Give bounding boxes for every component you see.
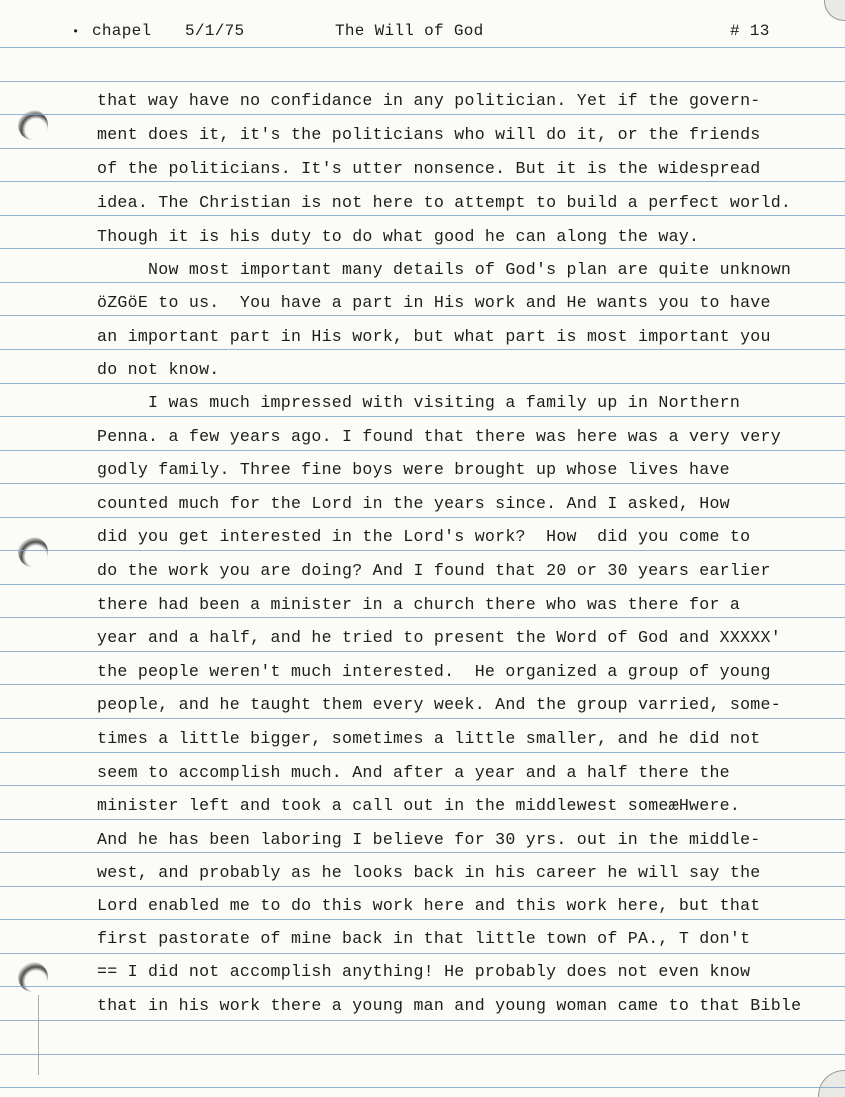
ruled-line: [0, 282, 845, 283]
ruled-line: [0, 886, 845, 887]
ruled-line: [0, 383, 845, 384]
header-title: The Will of God: [335, 22, 484, 40]
page-corner-bottom-right: [818, 1070, 845, 1097]
text-line: did you get interested in the Lord's work? How did you come to: [97, 527, 751, 546]
text-line: that way have no confidance in any politician. Yet if the govern-: [97, 91, 761, 110]
text-line: the people weren't much interested. He organized a group of young: [97, 662, 771, 681]
text-line: Though it is his duty to do what good he can along the way.: [97, 227, 700, 246]
text-line: of the politicians. It's utter nonsence. But it is the widespread: [97, 159, 761, 178]
text-line: And he has been laboring I believe for 30 yrs. out in the middle-: [97, 830, 761, 849]
ruled-line: [0, 483, 845, 484]
binder-hole-middle: [18, 537, 48, 567]
text-line: idea. The Christian is not here to attempt to build a perfect world.: [97, 193, 792, 212]
ruled-line: [0, 852, 845, 853]
ruled-line: [0, 819, 845, 820]
header-page-number: # 13: [730, 22, 770, 40]
ruled-line: [0, 181, 845, 182]
ruled-line: [0, 148, 845, 149]
text-line: Lord enabled me to do this work here and this work here, but that: [97, 896, 761, 915]
text-line: I was much impressed with visiting a family up in Northern: [97, 393, 741, 412]
text-line: west, and probably as he looks back in his career he will say the: [97, 863, 761, 882]
text-line: there had been a minister in a church there who was there for a: [97, 595, 741, 614]
ruled-line: [0, 81, 845, 82]
text-line: do the work you are doing? And I found that 20 or 30 years earlier: [97, 561, 771, 580]
margin-mark: [38, 995, 39, 1075]
text-line: öZGöE to us. You have a part in His work and He wants you to have: [97, 293, 771, 312]
ruled-line: [0, 517, 845, 518]
ruled-line: [0, 651, 845, 652]
header-date: 5/1/75: [185, 22, 245, 40]
text-line: counted much for the Lord in the years since. And I asked, How: [97, 494, 730, 513]
ruled-line: [0, 1087, 845, 1088]
ruled-line: [0, 1020, 845, 1021]
ruled-line: [0, 215, 845, 216]
text-line: that in his work there a young man and young woman came to that Bible: [97, 996, 802, 1015]
ruled-line: [0, 718, 845, 719]
binder-hole-bottom: [18, 962, 48, 992]
text-line: first pastorate of mine back in that little town of PA., T don't: [97, 929, 751, 948]
ruled-line: [0, 986, 845, 987]
text-line: do not know.: [97, 360, 220, 379]
page-corner-top-right: [824, 0, 845, 21]
ruled-line: [0, 617, 845, 618]
ruled-line: [0, 416, 845, 417]
ruled-line: [0, 450, 845, 451]
text-line: Now most important many details of God's plan are quite unknown: [97, 260, 792, 279]
ruled-line: [0, 953, 845, 954]
ruled-line: [0, 349, 845, 350]
text-line: times a little bigger, sometimes a little smaller, and he did not: [97, 729, 761, 748]
text-line: == I did not accomplish anything! He probably does not even know: [97, 962, 751, 981]
page-header: [0, 22, 845, 46]
ruled-line: [0, 315, 845, 316]
text-line: Penna. a few years ago. I found that there was here was a very very: [97, 427, 781, 446]
ruled-line: [0, 47, 845, 48]
ruled-line: [0, 919, 845, 920]
ruled-line: [0, 248, 845, 249]
text-line: seem to accomplish much. And after a year and a half there the: [97, 763, 730, 782]
header-location: chapel: [92, 22, 152, 40]
ruled-line: [0, 550, 845, 551]
text-line: minister left and took a call out in the middlewest someæHwere.: [97, 796, 741, 815]
text-line: ment does it, it's the politicians who will do it, or the friends: [97, 125, 761, 144]
text-line: year and a half, and he tried to present the Word of God and XXXXX': [97, 628, 781, 647]
ruled-line: [0, 1054, 845, 1055]
ruled-line: [0, 684, 845, 685]
ruled-line: [0, 752, 845, 753]
text-line: an important part in His work, but what part is most important you: [97, 327, 771, 346]
ruled-line: [0, 785, 845, 786]
bullet-mark: •: [72, 25, 80, 39]
text-line: godly family. Three fine boys were brought up whose lives have: [97, 460, 730, 479]
ruled-line: [0, 114, 845, 115]
ruled-line: [0, 584, 845, 585]
text-line: people, and he taught them every week. And the group varried, some-: [97, 695, 781, 714]
